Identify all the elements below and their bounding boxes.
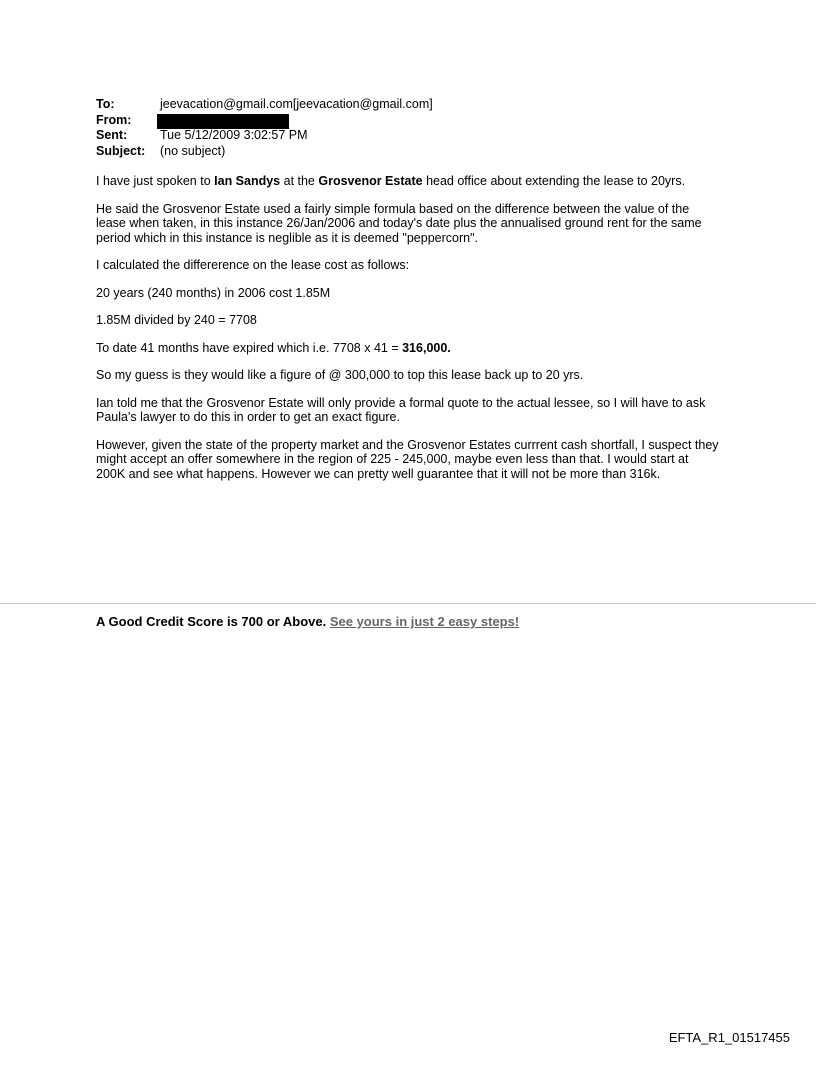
body-paragraph-9: However, given the state of the property market and the Grosvenor Estates currrent cash shortfall, I suspect they might accept an offer somewhere in the region of 225 - 245,000, maybe even less than that. I would start at 200K and see what happens. However we can pretty well guarantee that it will not be more than 316k. — [96, 437, 719, 481]
promo-footer — [96, 614, 519, 629]
email-body — [96, 174, 720, 494]
to-value: jeevacation@gmail.com[jeevacation@gmail.com] — [160, 97, 433, 111]
subject-value: (no subject) — [160, 143, 226, 158]
from-row — [96, 113, 716, 129]
from-label: From: — [96, 112, 132, 127]
p1-text-a: I have just spoken to — [96, 174, 215, 188]
promo-text: A Good Credit Score is 700 or Above. — [96, 614, 330, 629]
body-paragraph-1 — [96, 174, 720, 189]
sent-label: Sent: — [96, 128, 128, 142]
p1-person-name: Ian Sandys — [214, 174, 281, 188]
subject-row — [96, 144, 716, 160]
p1-text-b: at the — [280, 174, 319, 188]
body-paragraph-6 — [96, 341, 720, 356]
body-paragraph-3: I calculated the differerence on the lease cost as follows: — [96, 258, 410, 272]
body-paragraph-7: So my guess is they would like a figure of @ 300,000 to top this lease back up to 20 yrs. — [96, 368, 584, 382]
body-paragraph-5: 1.85M divided by 240 = 7708 — [96, 313, 257, 327]
body-paragraph-2: He said the Grosvenor Estate used a fairly simple formula based on the difference between the value of the lease when taken, in this instance 26/Jan/2006 and today's date plus the annualised ground rent for the same period which in this instance is neglible as it is deemed "peppercorn". — [96, 201, 702, 245]
promo-link[interactable]: See yours in just 2 easy steps! — [329, 614, 520, 629]
body-paragraph-4: 20 years (240 months) in 2006 cost 1.85M — [96, 285, 331, 300]
document-id: EFTA_R1_01517455 — [668, 1030, 790, 1045]
to-row — [96, 97, 716, 113]
divider-line — [0, 603, 816, 604]
subject-label: Subject: — [96, 143, 146, 158]
p6-result: 316,000. — [402, 340, 451, 355]
email-header — [96, 97, 716, 159]
p6-text-a: To date 41 months have expired which i.e. 7708 x 41 = — [96, 340, 403, 355]
sent-value: Tue 5/12/2009 3:02:57 PM — [160, 128, 308, 142]
sent-row — [96, 128, 716, 144]
to-label: To: — [96, 97, 115, 111]
redaction-box — [157, 114, 289, 129]
p1-organisation: Grosvenor Estate — [318, 174, 423, 188]
p1-text-c: head office about extending the lease to 20yrs. — [422, 174, 686, 188]
body-paragraph-8: Ian told me that the Grosvenor Estate will only provide a formal quote to the actual lessee, so I will have to ask Paula's lawyer to do this in order to get an exact figure. — [96, 395, 706, 424]
